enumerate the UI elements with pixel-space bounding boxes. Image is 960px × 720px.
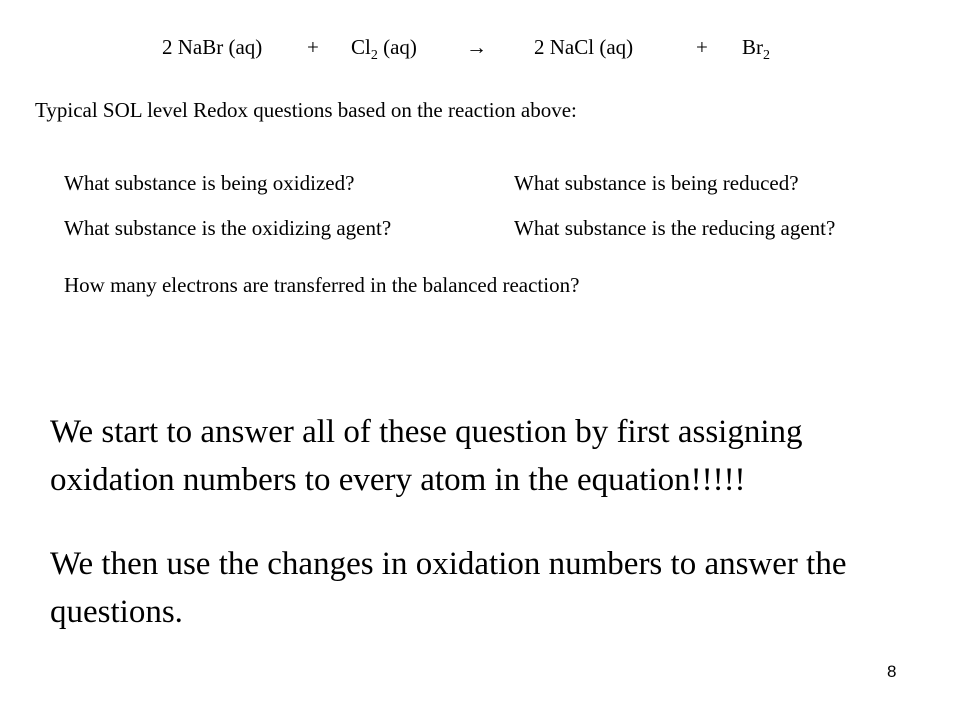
equation-plus-2: + <box>696 35 708 59</box>
cl-subscript: 2 <box>370 48 378 63</box>
equation-reactant-cl2 <box>351 33 417 61</box>
equation-product-br2 <box>742 33 770 61</box>
cl-state: (aq) <box>383 35 417 59</box>
cl-symbol: Cl <box>351 35 371 59</box>
explanation-paragraph-1: We start to answer all of these question by first assigning oxidation numbers to every atom in the equation!!!!! <box>50 414 803 498</box>
equation-product-nacl: 2 NaCl (aq) <box>534 35 634 59</box>
equation-arrow: → <box>466 35 487 59</box>
br-symbol: Br <box>742 35 763 59</box>
equation-reactant-nabr: 2 NaBr (aq) <box>162 35 263 59</box>
intro-text: Typical SOL level Redox questions based on the reaction above: <box>35 98 577 122</box>
page-number: 8 <box>887 662 897 681</box>
question-reduced: What substance is being reduced? <box>514 171 799 195</box>
question-oxidizing-agent: What substance is the oxidizing agent? <box>64 216 392 240</box>
explanation-paragraph-2: We then use the changes in oxidation numbers to answer the questions. <box>50 546 847 630</box>
question-oxidized: What substance is being oxidized? <box>64 171 355 195</box>
question-electrons: How many electrons are transferred in the balanced reaction? <box>64 273 580 297</box>
equation-plus-1: + <box>307 35 319 59</box>
question-reducing-agent: What substance is the reducing agent? <box>514 216 836 240</box>
br-subscript: 2 <box>763 48 770 63</box>
